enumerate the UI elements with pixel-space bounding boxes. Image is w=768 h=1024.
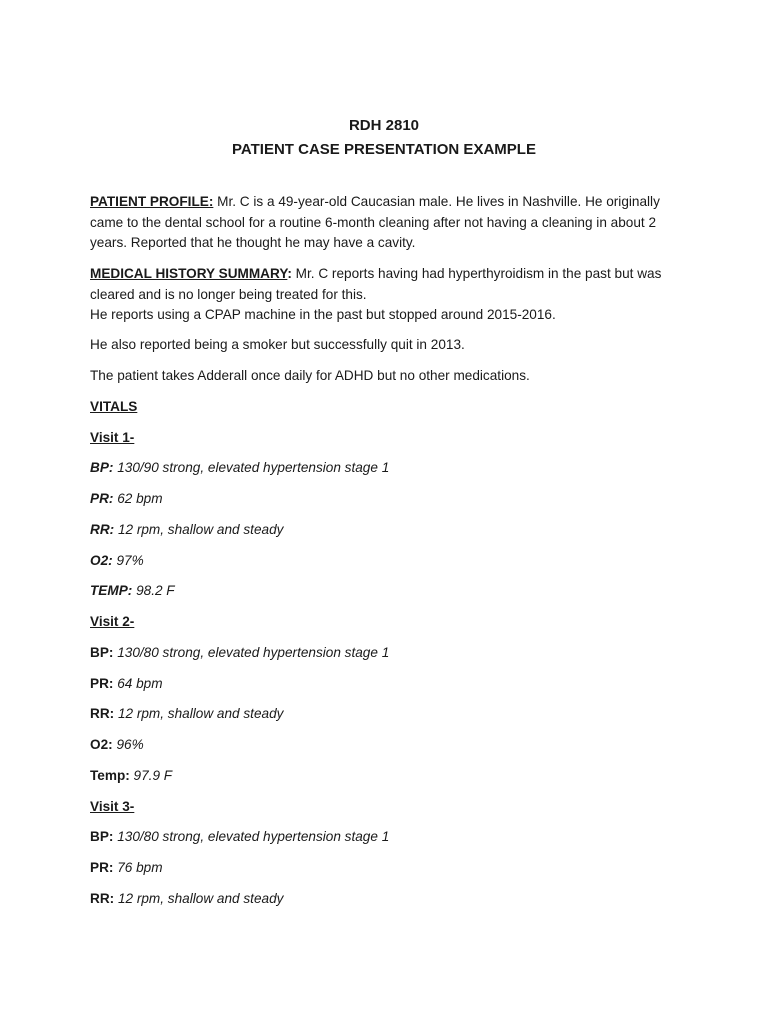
bp-value: 130/80 strong, elevated hypertension stage 1	[113, 645, 390, 660]
visit-3-bp	[90, 828, 389, 846]
rr-value: 12 rpm, shallow and steady	[114, 706, 284, 721]
rr-value: 12 rpm, shallow and steady	[114, 522, 284, 537]
o2-value: 97%	[112, 553, 144, 568]
medical-history-colon: :	[287, 266, 292, 281]
bp-label: BP:	[90, 829, 114, 844]
temp-value: 97.9 F	[129, 768, 173, 783]
visit-2-o2	[90, 736, 144, 754]
medical-history-meds: The patient takes Adderall once daily for ADHD but no other medications.	[90, 368, 530, 383]
patient-profile-text: Mr. C is a 49-year-old Caucasian male. He lives in Nashville. He originally came to the dental school for a routine 6-month cleaning after not having a cleaning in about 2 years. Reported that he thought he may have a cavity.	[90, 194, 660, 250]
vitals-heading: VITALS	[90, 399, 138, 414]
rr-label: RR:	[90, 706, 115, 721]
visit-1-heading: Visit 1-	[90, 430, 135, 445]
visit-1-temp	[90, 582, 175, 600]
rr-label: RR:	[90, 891, 115, 906]
o2-label: O2:	[90, 553, 113, 568]
bp-value: 130/80 strong, elevated hypertension stage 1	[113, 829, 390, 844]
visit-2-pr	[90, 675, 163, 693]
visit-1-pr	[90, 490, 163, 508]
visit-2-bp	[90, 644, 389, 662]
pr-value: 62 bpm	[113, 491, 163, 506]
pr-label: PR:	[90, 860, 114, 875]
o2-value: 96%	[112, 737, 144, 752]
visit-1-o2	[90, 552, 144, 570]
medical-history-text: Mr. C reports having had hyperthyroidism in the past but was cleared and is no longer being treated for this.	[90, 266, 662, 302]
visit-3-pr	[90, 859, 163, 877]
bp-label: BP:	[90, 460, 114, 475]
o2-label: O2:	[90, 737, 113, 752]
bp-value: 130/90 strong, elevated hypertension stage 1	[113, 460, 390, 475]
pr-label: PR:	[90, 676, 114, 691]
pr-label: PR:	[90, 491, 114, 506]
visit-3-rr	[90, 890, 283, 908]
rr-value: 12 rpm, shallow and steady	[114, 891, 284, 906]
rr-label: RR:	[90, 522, 115, 537]
document-subtitle: PATIENT CASE PRESENTATION EXAMPLE	[232, 141, 536, 158]
visit-2-rr	[90, 705, 283, 723]
visit-2-temp	[90, 767, 172, 785]
document-title: RDH 2810	[348, 117, 420, 134]
medical-history-smoker: He also reported being a smoker but successfully quit in 2013.	[90, 337, 465, 352]
patient-profile-label: PATIENT PROFILE:	[90, 194, 214, 209]
pr-value: 76 bpm	[113, 860, 163, 875]
temp-label: TEMP:	[90, 583, 133, 598]
medical-history-paragraph	[90, 264, 690, 305]
visit-3-heading: Visit 3-	[90, 799, 135, 814]
visit-1-rr	[90, 521, 283, 539]
pr-value: 64 bpm	[113, 676, 163, 691]
visit-2-heading: Visit 2-	[90, 614, 135, 629]
medical-history-label: MEDICAL HISTORY SUMMARY	[90, 266, 288, 281]
patient-profile-paragraph	[90, 192, 690, 254]
visit-1-bp	[90, 459, 389, 477]
temp-value: 98.2 F	[132, 583, 175, 598]
bp-label: BP:	[90, 645, 114, 660]
medical-history-cpap: He reports using a CPAP machine in the past but stopped around 2015-2016.	[90, 307, 556, 322]
temp-label: Temp:	[90, 768, 130, 783]
